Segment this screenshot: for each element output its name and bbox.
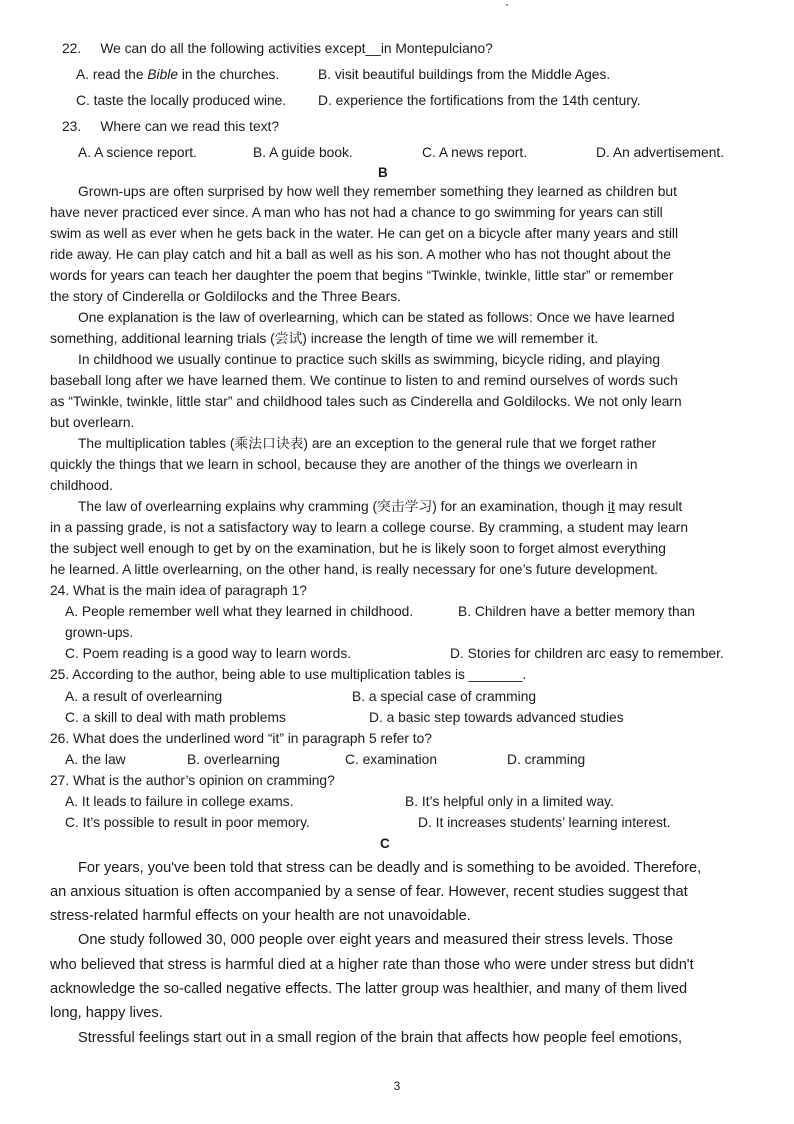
passage-c-line: an anxious situation is often accompanied by a sense of fear. However, recent studies suggest that — [50, 884, 688, 900]
passage-b-line: have never practiced ever since. A man who has not had a chance to go swimming for years can still — [50, 205, 663, 220]
q24-option-c: C. Poem reading is a good way to learn words. — [65, 646, 352, 661]
passage-b-line: In childhood we usually continue to practice such skills as swimming, bicycle riding, and playing — [78, 352, 661, 367]
passage-c-line: One study followed 30, 000 people over eight years and measured their stress levels. Those — [78, 932, 674, 948]
passage-b-line: in a passing grade, is not a satisfactory way to learn a college course. By cramming, a student may learn — [50, 520, 689, 535]
passage-b-line: ride away. He can play catch and hit a ball as well as his son. A mother who has not thought about the — [50, 247, 671, 262]
passage-b-line: words for years can teach her daughter the poem that begins “Twinkle, twinkle, little star” or remember — [50, 268, 674, 283]
passage-c-line: acknowledge the so-called negative effects. The latter group was healthier, and many of them lived — [50, 981, 688, 997]
q25-option-d: D. a basic step towards advanced studies — [369, 710, 624, 725]
q26-option-c: C. examination — [345, 752, 438, 767]
passage-b-line: swim as well as ever when he gets back in the water. He can get on a bicycle after many years and still — [50, 226, 679, 241]
q27-option-c: C. It’s possible to result in poor memory. — [65, 815, 310, 830]
question-27-stem: 27. What is the author’s opinion on cramming? — [50, 773, 335, 788]
q24-option-d: D. Stories for children arc easy to remember. — [450, 646, 724, 661]
italic-title: Bible — [147, 67, 179, 82]
passage-b-line: the subject well enough to get by on the examination, but he is likely soon to forget almost everything — [50, 541, 666, 556]
passage-b-line: childhood. — [50, 478, 113, 493]
passage-b-line: The law of overlearning explains why cramming (突击学习) for an examination, though it may result — [78, 499, 683, 514]
question-stem-text: We can do all the following activities except — [100, 41, 366, 56]
q24-option-b: B. Children have a better memory than — [458, 604, 695, 619]
question-stem-text: Where can we read this text? — [100, 119, 280, 134]
q27-option-a: A. It leads to failure in college exams. — [65, 794, 294, 809]
question-24-stem: 24. What is the main idea of paragraph 1? — [50, 583, 307, 598]
q22-option-a: A. read the Bible in the churches. — [76, 67, 280, 82]
q27-option-d: D. It increases students’ learning interest. — [418, 815, 671, 830]
question-26-stem: 26. What does the underlined word “it” in paragraph 5 refer to? — [50, 731, 432, 746]
q24-option-b-continued: grown-ups. — [65, 625, 134, 640]
section-heading-b: B — [378, 165, 388, 180]
q23-option-c: C. A news report. — [422, 145, 528, 160]
passage-b-line: The multiplication tables (乘法口诀表) are an exception to the general rule that we forget rather — [78, 436, 657, 451]
passage-c-line: Stressful feelings start out in a small region of the brain that affects how people feel emotions, — [78, 1030, 683, 1046]
q22-option-c: C. taste the locally produced wine. — [76, 93, 287, 108]
question-23-stem — [62, 118, 279, 136]
q26-option-d: D. cramming — [507, 752, 586, 767]
q26-option-b: B. overlearning — [187, 752, 280, 767]
passage-c-line: long, happy lives. — [50, 1005, 163, 1021]
q25-option-a: A. a result of overlearning — [65, 689, 223, 704]
passage-b-line: as “Twinkle, twinkle, little star” and childhood tales such as Cinderella and Goldilocks. We not only learn — [50, 394, 682, 409]
passage-b-line: One explanation is the law of overlearning, which can be stated as follows: Once we have learned — [78, 310, 675, 325]
answer-blank: __ — [365, 41, 381, 56]
underlined-word: it — [607, 499, 615, 514]
question-number: 23. — [62, 119, 82, 134]
passage-c-line: For years, you've been told that stress can be deadly and is something to be avoided. Therefore, — [78, 860, 702, 876]
page-number: 3 — [393, 1079, 401, 1093]
q24-option-a: A. People remember well what they learned in childhood. — [65, 604, 414, 619]
q22-option-b: B. visit beautiful buildings from the Middle Ages. — [318, 67, 611, 82]
passage-b-line: the story of Cinderella or Goldilocks and the Three Bears. — [50, 289, 401, 304]
q23-option-d: D. An advertisement. — [596, 145, 725, 160]
question-stem-text: in Montepulciano? — [380, 41, 493, 56]
passage-c-line: who believed that stress is harmful died at a higher rate than those who were under stress but didn't — [50, 957, 694, 973]
q25-option-b: B. a special case of cramming — [352, 689, 537, 704]
passage-b-line: quickly the things that we learn in school, because they are another of the things we overlearn in — [50, 457, 638, 472]
question-number: 22. — [62, 41, 82, 56]
q22-option-d: D. experience the fortifications from the 14th century. — [318, 93, 641, 108]
q23-option-a: A. A science report. — [78, 145, 197, 160]
passage-b-line: something, additional learning trials (尝试) increase the length of time we will remember it. — [50, 331, 599, 346]
passage-b-line: but overlearn. — [50, 415, 135, 430]
section-heading-c: C — [380, 836, 390, 851]
q25-option-c: C. a skill to deal with math problems — [65, 710, 286, 725]
scan-mark — [506, 4, 508, 6]
question-22-stem — [62, 40, 493, 58]
q27-option-b: B. It’s helpful only in a limited way. — [405, 794, 614, 809]
q23-option-b: B. A guide book. — [253, 145, 353, 160]
question-25-stem: 25. According to the author, being able to use multiplication tables is _______. — [50, 667, 527, 682]
passage-b-line: Grown-ups are often surprised by how well they remember something they learned as children but — [78, 184, 677, 199]
passage-c-line: stress-related harmful effects on your health are not unavoidable. — [50, 908, 471, 924]
passage-b-line: he learned. A little overlearning, on the other hand, is really necessary for one’s future development. — [50, 562, 658, 577]
q26-option-a: A. the law — [65, 752, 126, 767]
passage-b-line: baseball long after we have learned them. We continue to listen to and remind ourselves of words such — [50, 373, 678, 388]
